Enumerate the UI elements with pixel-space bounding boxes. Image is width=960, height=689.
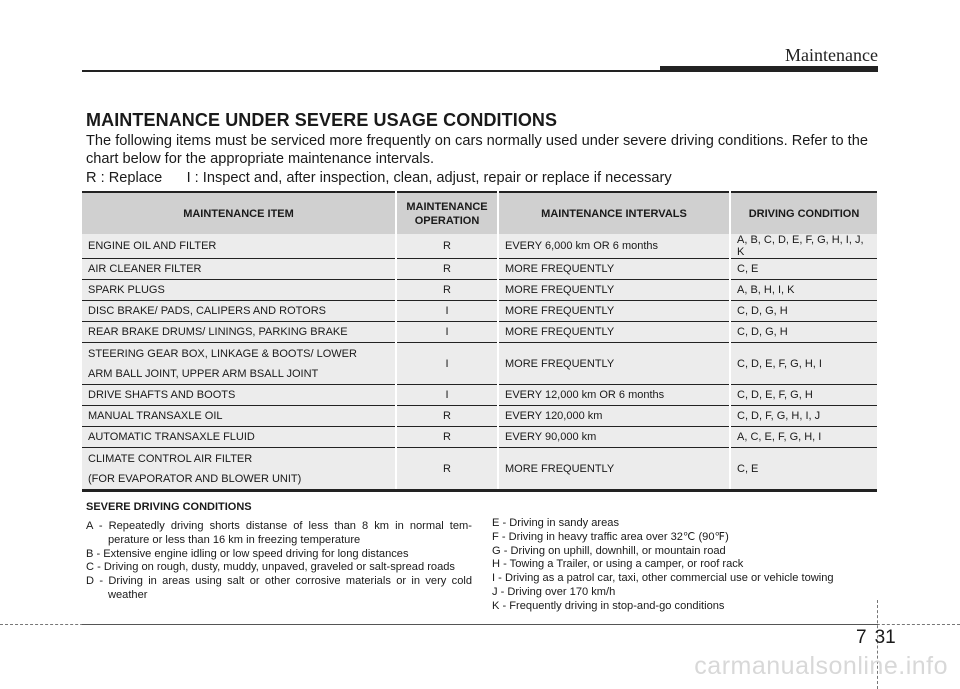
cell-interval: EVERY 120,000 km bbox=[498, 406, 730, 427]
cell-condition: A, B, C, D, E, F, G, H, I, J, K bbox=[730, 234, 877, 259]
cell-condition: C, E bbox=[730, 259, 877, 280]
cell-condition: A, C, E, F, G, H, I bbox=[730, 427, 877, 448]
cell-interval: MORE FREQUENTLY bbox=[498, 259, 730, 280]
table-row bbox=[82, 280, 877, 301]
condition-item: B - Extensive engine idling or low speed driving for long distances bbox=[86, 547, 409, 560]
severe-conditions-left-column bbox=[86, 520, 472, 603]
page-number bbox=[856, 627, 896, 649]
cell-interval: EVERY 12,000 km OR 6 months bbox=[498, 385, 730, 406]
cell-item: REAR BRAKE DRUMS/ LININGS, PARKING BRAKE bbox=[82, 322, 396, 343]
cell-item: SPARK PLUGS bbox=[82, 280, 396, 301]
header-maintenance-item: MAINTENANCE ITEM bbox=[82, 192, 396, 234]
severe-conditions-section bbox=[86, 500, 252, 518]
cell-operation: I bbox=[396, 385, 498, 406]
cell-condition: C, D, E, F, G, H bbox=[730, 385, 877, 406]
cell-item: AUTOMATIC TRANSAXLE FLUID bbox=[82, 427, 396, 448]
cell-item: DISC BRAKE/ PADS, CALIPERS AND ROTORS bbox=[82, 301, 396, 322]
table-row bbox=[82, 385, 877, 406]
table-row bbox=[82, 343, 877, 385]
table-body bbox=[82, 234, 877, 491]
cell-interval: MORE FREQUENTLY bbox=[498, 280, 730, 301]
condition-item: A - Repeatedly driving shorts distanse of less than 8 km in normal tem- perature or less than 16 km in freezing temperature bbox=[86, 520, 472, 546]
table-header-row bbox=[82, 192, 877, 234]
condition-item: C - Driving on rough, dusty, muddy, unpaved, graveled or salt-spread roads bbox=[86, 561, 455, 574]
watermark: carmanualsonline.info bbox=[694, 652, 948, 680]
chapter-number: 7 bbox=[856, 627, 867, 648]
cell-item bbox=[82, 343, 396, 385]
table-row bbox=[82, 322, 877, 343]
table-row bbox=[82, 259, 877, 280]
footer-rule bbox=[82, 624, 878, 625]
cell-condition: A, B, H, I, K bbox=[730, 280, 877, 301]
legend-text: R : Replace I : Inspect and, after inspection, clean, adjust, repair or replace if necessary bbox=[86, 170, 672, 186]
cell-interval: MORE FREQUENTLY bbox=[498, 322, 730, 343]
cell-condition: C, D, G, H bbox=[730, 301, 877, 322]
header-driving-condition: DRIVING CONDITION bbox=[730, 192, 877, 234]
condition-item: G - Driving on uphill, downhill, or mountain road bbox=[492, 544, 726, 557]
maintenance-table bbox=[82, 191, 877, 492]
cell-operation: R bbox=[396, 427, 498, 448]
cell-item: MANUAL TRANSAXLE OIL bbox=[82, 406, 396, 427]
condition-item: K - Frequently driving in stop-and-go conditions bbox=[492, 599, 725, 612]
table-row bbox=[82, 427, 877, 448]
cell-operation: R bbox=[396, 234, 498, 259]
condition-item: I - Driving as a patrol car, taxi, other commercial use or vehicle towing bbox=[492, 572, 834, 585]
cell-interval: MORE FREQUENTLY bbox=[498, 343, 730, 385]
table-row bbox=[82, 448, 877, 491]
cell-operation: R bbox=[396, 406, 498, 427]
condition-item: F - Driving in heavy traffic area over 32℃ (90℉) bbox=[492, 530, 729, 543]
cell-item-line: STEERING GEAR BOX, LINKAGE & BOOTS/ LOWER bbox=[88, 347, 357, 360]
cell-condition: C, D, E, F, G, H, I bbox=[730, 343, 877, 385]
cell-item: ENGINE OIL AND FILTER bbox=[82, 234, 396, 259]
cell-item-line: (FOR EVAPORATOR AND BLOWER UNIT) bbox=[88, 472, 302, 485]
page-number-value: 31 bbox=[874, 627, 896, 648]
cell-condition: C, D, F, G, H, I, J bbox=[730, 406, 877, 427]
condition-item: E - Driving in sandy areas bbox=[492, 517, 620, 529]
cell-interval: EVERY 90,000 km bbox=[498, 427, 730, 448]
cell-interval: MORE FREQUENTLY bbox=[498, 448, 730, 491]
header-maintenance-operation: MAINTENANCE OPERATION bbox=[396, 192, 498, 234]
severe-conditions-title: SEVERE DRIVING CONDITIONS bbox=[86, 501, 252, 513]
cell-condition: C, D, G, H bbox=[730, 322, 877, 343]
header-tab-bar bbox=[660, 66, 878, 72]
header-maintenance-intervals: MAINTENANCE INTERVALS bbox=[498, 192, 730, 234]
intro-text: The following items must be serviced more frequently on cars normally used under severe driving conditions. Refer to the chart below for the appropriate maintenance intervals. bbox=[86, 133, 868, 167]
cell-item-line: CLIMATE CONTROL AIR FILTER bbox=[88, 452, 253, 465]
table-row bbox=[82, 234, 877, 259]
condition-item: J - Driving over 170 km/h bbox=[492, 585, 616, 598]
cell-operation: I bbox=[396, 343, 498, 385]
cell-interval: MORE FREQUENTLY bbox=[498, 301, 730, 322]
table-row bbox=[82, 406, 877, 427]
section-title: Maintenance bbox=[785, 45, 878, 65]
header-rule bbox=[82, 70, 660, 72]
cell-interval: EVERY 6,000 km OR 6 months bbox=[498, 234, 730, 259]
cell-operation: R bbox=[396, 280, 498, 301]
cell-item: DRIVE SHAFTS AND BOOTS bbox=[82, 385, 396, 406]
table-row bbox=[82, 301, 877, 322]
page-title: MAINTENANCE UNDER SEVERE USAGE CONDITIONS bbox=[86, 110, 558, 130]
cell-condition: C, E bbox=[730, 448, 877, 491]
cell-item-line: ARM BALL JOINT, UPPER ARM BSALL JOINT bbox=[88, 367, 319, 380]
cell-item: AIR CLEANER FILTER bbox=[82, 259, 396, 280]
cell-operation: I bbox=[396, 322, 498, 343]
cell-operation: R bbox=[396, 259, 498, 280]
condition-item: D - Driving in areas using salt or other corrosive materials or in very cold weather bbox=[86, 575, 472, 601]
cell-item bbox=[82, 448, 396, 491]
cell-operation: R bbox=[396, 448, 498, 491]
cell-operation: I bbox=[396, 301, 498, 322]
condition-item: H - Towing a Trailer, or using a camper, or roof rack bbox=[492, 558, 744, 571]
severe-conditions-right-column bbox=[492, 517, 882, 614]
